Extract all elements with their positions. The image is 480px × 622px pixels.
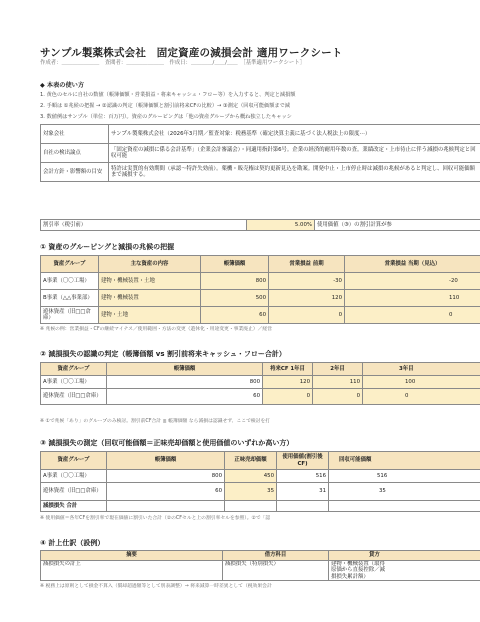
cf-year3-cell[interactable]: 0: [363, 389, 480, 405]
section-2-heading: ② 減損損失の認識の判定（帳簿価額 vs 割引前将来キャッシュ・フロー合計）: [40, 350, 286, 358]
content-cell[interactable]: 建物・機械装置・土地: [99, 273, 201, 290]
section-3-note: ※ 使用価値＝各年CFを割引率で現在価値に割引いた合計（②のCFセルと上の割引率セルを参照）。②で「認: [40, 516, 271, 521]
info-label: 自社の検出論点: [41, 144, 109, 163]
group-cell: A事業（〇〇工場）: [41, 273, 99, 290]
column-header: 資産グループ: [41, 452, 107, 470]
net-sale-value-cell[interactable]: 450: [225, 470, 277, 483]
discount-rate-table: [40, 219, 480, 231]
section-4-note: ※ 税務上は原則として損金不算入（償却超過額等として別表調整）→ 将来減算一時差異として（税効果会計: [40, 584, 272, 589]
total-cell: [277, 501, 329, 512]
info-label: 対象会社: [41, 125, 109, 144]
group-cell: B事業（△△事業部）: [41, 290, 99, 307]
entry-description: 減損損失の計上: [41, 561, 223, 581]
group-cell: A事業（〇〇工場）: [41, 470, 107, 483]
section-3-heading: ③ 減損損失の測定（回収可能価額＝正味売却価額と使用価値のいずれか高い方）: [40, 439, 294, 447]
cf-year1-cell[interactable]: 0: [263, 389, 313, 405]
prev-profit-cell[interactable]: 0: [269, 307, 345, 324]
document-meta: 作成者：＿＿＿＿＿＿＿ 査閲者：＿＿＿＿＿＿＿ 作成日：＿＿＿＿/＿＿/＿＿ ［基準適用ワークシート］: [40, 60, 306, 66]
column-header: 将来CF 1年目: [263, 363, 313, 376]
cf-year1-cell[interactable]: 120: [263, 376, 313, 389]
section-1-note: ※ 兆候の例：営業損益・CFの継続マイナス／使用範囲・方法の変更（遊休化・用途変更・事業廃止）／経営: [40, 327, 273, 332]
book-value-cell[interactable]: 500: [201, 290, 269, 307]
total-cell: [329, 501, 480, 512]
current-profit-cell[interactable]: -20: [345, 273, 480, 290]
total-label: 減損損失 合計: [41, 501, 107, 512]
column-header: 借方科目: [223, 551, 329, 561]
current-profit-cell[interactable]: 0: [345, 307, 480, 324]
discount-rate-label: 割引率（税引前）: [41, 220, 247, 231]
current-profit-cell[interactable]: 110: [345, 290, 480, 307]
cf-year3-cell[interactable]: 100: [363, 376, 480, 389]
info-value[interactable]: 「固定資産の減損に係る会計基準」（企業会計審議会）・同適用指針第6号。企業の経済的耐用年数の査。業績改定・上市待止に伴う減損の兆候判定と回収可能: [109, 144, 480, 163]
column-header: 資産グループ: [41, 256, 99, 273]
total-cell: [225, 501, 277, 512]
total-cell: [107, 501, 225, 512]
entry-credit: [329, 561, 480, 581]
column-header: 貸方: [329, 551, 480, 561]
group-cell: 遊休資産（旧□□倉庫）: [41, 389, 107, 405]
net-sale-value-cell[interactable]: 35: [225, 483, 277, 501]
column-header: 摘要: [41, 551, 223, 561]
content-cell[interactable]: 建物・土地: [99, 307, 201, 324]
column-header: 帳簿価額: [107, 452, 225, 470]
column-header: 使用価値(割引後CF): [277, 452, 329, 470]
howto-line: 3. 数値例はサンプル（単位：百万円）。資産のグルーピングは「他の資産グループから概ね独立したキャッシ: [40, 114, 292, 120]
book-value-cell: 800: [107, 376, 263, 389]
entry-debit: 減損損失（特別損失）: [223, 561, 329, 581]
column-header: 2年目: [313, 363, 363, 376]
measurement-table: [40, 451, 480, 512]
howto-line: 1. 黄色のセルに自社の数値（帳簿価額・営業損益・将来キャッシュ・フロー等）を入力すると、判定と減損額: [40, 92, 296, 98]
value-in-use-cell: 516: [277, 470, 329, 483]
recognition-test-table: [40, 362, 480, 405]
prev-profit-cell[interactable]: 120: [269, 290, 345, 307]
entry-credit-text: 建物・機械装置（取得原価から直接控除／減損損失累計額）: [331, 561, 385, 580]
info-label: 会計方針・影響額の目安: [41, 163, 109, 182]
group-cell: A事業（〇〇工場）: [41, 376, 107, 389]
section-4-heading: ④ 計上仕訳（設例）: [40, 539, 105, 547]
column-header: 主な資産の内容: [99, 256, 201, 273]
group-cell: 遊休資産（旧□□倉庫）: [41, 307, 99, 324]
column-header: 営業損益 当期（見込）: [345, 256, 480, 273]
recoverable-amount-cell: 35: [329, 483, 480, 501]
prev-profit-cell[interactable]: -30: [269, 273, 345, 290]
discount-rate-note: 使用価値（③）の割引計算が参: [315, 220, 480, 231]
section-2-note: ※ ①で兆候「あり」のグループのみ検討。割引前CF合計 ≧ 帳簿価額 なら減損は認識せず、ここで検討を打: [40, 419, 271, 424]
column-header: 回収可能価額: [329, 452, 480, 470]
column-header: 資産グループ: [41, 363, 107, 376]
book-value-cell[interactable]: 800: [201, 273, 269, 290]
cf-year2-cell[interactable]: 0: [313, 389, 363, 405]
book-value-cell: 60: [107, 389, 263, 405]
page-title: サンプル製薬株式会社 固定資産の減損会計 適用ワークシート: [40, 47, 343, 59]
column-header: 正味売却価額: [225, 452, 277, 470]
howto-heading: ◆ 本表の使い方: [40, 82, 85, 89]
value-in-use-cell: 31: [277, 483, 329, 501]
group-cell: 遊休資産（旧□□倉庫）: [41, 483, 107, 501]
discount-rate-input[interactable]: 5.00%: [247, 220, 315, 231]
column-header: 3年目: [363, 363, 480, 376]
info-value[interactable]: サンプル製薬株式会社（2026年3月期／監査対象：税務基準（確定決算主義に基づく法人税法上の限度⋯）: [109, 125, 480, 144]
content-cell[interactable]: 建物・機械装置: [99, 290, 201, 307]
book-value-cell: 800: [107, 470, 225, 483]
company-info-table: [40, 124, 480, 182]
journal-entry-table: [40, 550, 480, 581]
recoverable-amount-cell: 516: [329, 470, 480, 483]
impairment-indicator-table: [40, 255, 480, 324]
column-header: 営業損益 前期: [269, 256, 345, 273]
cf-year2-cell[interactable]: 110: [313, 376, 363, 389]
book-value-cell: 60: [107, 483, 225, 501]
howto-line: 2. 手順は ①兆候の把握 → ②認識の判定（帳簿価額と割引前将来CFの比較）→ ③測定（回収可能価額まで減: [40, 103, 290, 109]
info-value[interactable]: 特許は実質的有効期間（承認〜特許失効前）。薬機・販売権は契約更新見込を勘案。開発中止・上市停止時は減損の兆候があると判定し、回収可能価額まで減損する。: [109, 163, 480, 182]
column-header: 帳簿価額: [107, 363, 263, 376]
column-header: 帳簿価額: [201, 256, 269, 273]
book-value-cell[interactable]: 60: [201, 307, 269, 324]
section-1-heading: ① 資産のグルーピングと減損の兆候の把握: [40, 243, 175, 251]
